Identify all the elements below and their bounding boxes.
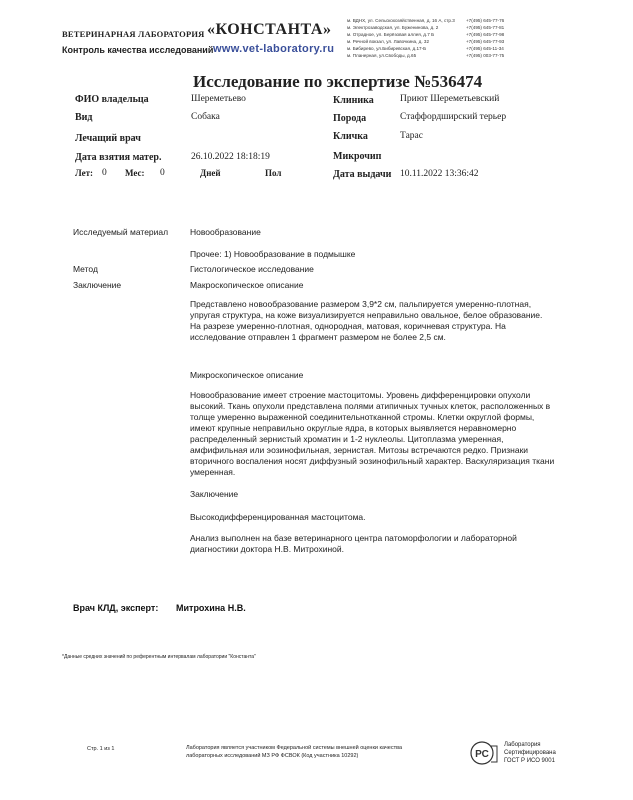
species-label: Вид: [75, 112, 93, 123]
method-label: Метод: [73, 264, 98, 274]
species-value: Собака: [191, 112, 220, 122]
micro-heading: Микроскопическое описание: [190, 370, 304, 380]
breed-label: Порода: [333, 113, 367, 124]
owner-label: ФИО владельца: [75, 94, 149, 105]
phone-item: +7(495) 645-77-81: [466, 25, 505, 30]
cert-line: ГОСТ Р ИСО 9001: [504, 758, 555, 764]
months-label: Мес:: [125, 168, 145, 178]
certification-logo-icon: [469, 740, 499, 766]
macro-text: Представлено новообразование размером 3,9*2 см, пальпируется умеренно-плотная, упругая структура, на коже визуализируется неправильно овальное, белое образование. На разрезе умеренно-плотная, однородная, матовая, коричневая структура. На исследование отправлен 1 фрагмент размером не более 2,5 см.: [190, 299, 543, 342]
phone-item: +7(495) 645-11-34: [466, 46, 504, 51]
cert-line: Лаборатория: [504, 742, 541, 748]
owner-value: Шереметьево: [191, 94, 246, 104]
phone-list: [466, 17, 504, 59]
microchip-label: Микрочип: [333, 151, 382, 162]
signature-label: Врач КЛД, эксперт:: [73, 603, 159, 613]
days-label: Дней: [200, 168, 221, 178]
sex-label: Пол: [265, 168, 282, 178]
issue-date-value: 10.11.2022 13:36:42: [400, 169, 479, 179]
nickname-value: Тарас: [400, 131, 423, 141]
sample-date-label: Дата взятия матер.: [75, 152, 162, 163]
clinic-label: Клиника: [333, 95, 374, 106]
conclusion-text: Высокодифференцированная мастоцитома.: [190, 512, 366, 522]
sample-date-value: 26.10.2022 18:18:19: [191, 152, 270, 162]
address-item: м. Отрадное, ул. Берёзовая аллея, д.7 Б: [347, 32, 435, 37]
breed-value: Стаффордширский терьер: [400, 112, 507, 122]
lab-subtitle: Контроль качества исследований: [62, 45, 214, 55]
issue-date-label: Дата выдачи: [333, 169, 392, 180]
material-label: Исследуемый материал: [73, 227, 169, 237]
lab-name: «КОНСТАНТА»: [207, 21, 332, 38]
years-label: Лет:: [75, 168, 94, 178]
phone-item: +7(495) 645-77-93: [466, 39, 505, 44]
svg-text:РС: РС: [475, 749, 489, 760]
micro-text: Новообразование имеет строение мастоцитомы. Уровень дифференцировки опухоли высокий. Ткань опухоли представлена полями атипичных тучных клеток, расположенных в толще умеренно выраженной соединительнотканной стромы. Клетки округлой формы, имеют крупные неправильно округлые ядра, в которых выявляется неравномерно распределенный зернистый хроматин и 1-2 нуклеолы. Цитоплазма умеренная, амфифильная или эозинофильная, зернистая. Митозы встречаются редко. Признаки вторичного воспаления носят диффузный эозинофильный характер. Васкуляризация ткани умеренная.: [190, 390, 555, 477]
doctor-label: Лечащий врач: [75, 133, 141, 144]
phone-item: +7(495) 645-77-98: [466, 32, 505, 37]
reference-footnote: *Данные средних значений по референтным интервалам лаборатории "Константа": [62, 654, 256, 660]
address-item: м. Бибирево, ул.Бибиревская, д.17-Б: [347, 46, 427, 51]
clinic-value: Приют Шереметьевский: [400, 94, 500, 104]
material-value: Новообразование: [190, 227, 261, 237]
phone-item: +7(495) 645-77-76: [466, 18, 505, 23]
signature-name: Митрохина Н.В.: [176, 603, 246, 613]
document-title: Исследование по экспертизе №536474: [193, 72, 483, 91]
address-item: м. Речной вокзал, ул. Лавочкина, д. 32: [347, 39, 429, 44]
lab-website: www.vet-laboratory.ru: [213, 43, 335, 55]
nickname-label: Кличка: [333, 131, 368, 142]
page-number: Стр. 1 из 1: [87, 746, 115, 752]
conclusion-label: Заключение: [73, 280, 122, 290]
macro-heading: Макроскопическое описание: [190, 280, 304, 290]
fsvok-line: Лаборатория является участником Федеральной системы внешней оценки качества: [186, 745, 403, 751]
fsvok-line: лабораторных исследований МЗ РФ ФСВОК (Код участника 10292): [186, 753, 359, 759]
months-value: 0: [160, 168, 165, 178]
fsvok-membership: [186, 744, 402, 760]
phone-item: +7(495) 003-77-75: [466, 53, 505, 58]
certification-text: [504, 741, 556, 765]
conclusion-heading: Заключение: [190, 489, 239, 499]
analysis-text: Анализ выполнен на базе ветеринарного центра патоморфологии и лабораторной диагностики доктора Н.В. Митрохиной.: [190, 533, 517, 554]
lab-label: ВЕТЕРИНАРНАЯ ЛАБОРАТОРИЯ: [62, 29, 205, 39]
cert-line: Сертифицирована: [504, 750, 556, 756]
years-value: 0: [102, 168, 107, 178]
address-list: [347, 17, 455, 59]
address-item: м. ВДНХ, ул. Сельскохозяйственная, д. 16 А, стр.3: [347, 18, 455, 23]
address-item: м. Электрозаводская, ул. Буженинова, д. 2: [347, 25, 439, 30]
other-value: Прочее: 1) Новообразование в подмышке: [190, 249, 356, 259]
method-value: Гистологическое исследование: [190, 264, 314, 274]
address-item: м. Планерная, ул.Свободы, д.65: [347, 53, 417, 58]
